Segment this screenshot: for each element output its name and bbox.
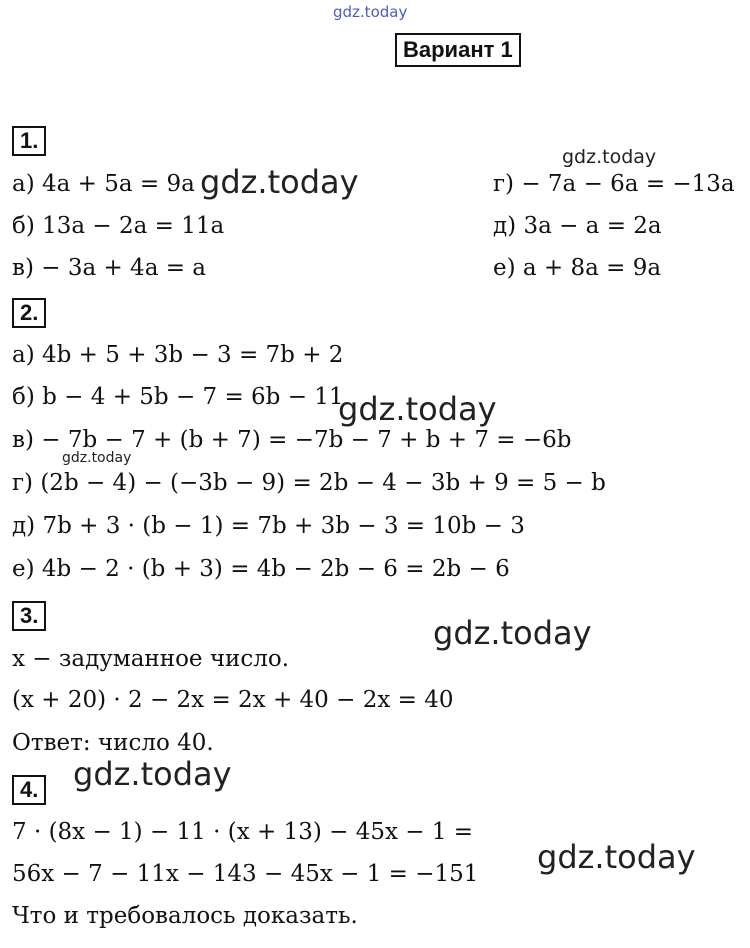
watermark-7: gdz.today	[537, 838, 696, 876]
watermark-6: gdz.today	[73, 755, 232, 793]
task-3-number: 3.	[12, 601, 46, 631]
watermark-1: gdz.today	[200, 163, 359, 201]
watermark-top: gdz.today	[333, 3, 408, 21]
task-2-b: б) b − 4 + 5b − 7 = 6b − 11	[12, 384, 344, 410]
task-1-b: б) 13a − 2a = 11a	[12, 213, 225, 239]
task-3-line-3: Ответ: число 40.	[12, 730, 214, 756]
task-2-d: д) 7b + 3 · (b − 1) = 7b + 3b − 3 = 10b − 3	[12, 513, 525, 539]
task-3-line-2: (x + 20) · 2 − 2x = 2x + 40 − 2x = 40	[12, 687, 454, 713]
task-2-number: 2.	[12, 298, 46, 328]
task-1-d: д) 3a − a = 2a	[493, 213, 662, 239]
task-2-e: е) 4b − 2 · (b + 3) = 4b − 2b − 6 = 2b − 6	[12, 556, 510, 582]
task-1-g: г) − 7a − 6a = −13a	[493, 171, 735, 197]
watermark-2: gdz.today	[562, 146, 657, 168]
task-1-v: в) − 3a + 4a = a	[12, 255, 207, 281]
variant-title: Вариант 1	[395, 33, 521, 67]
task-2-v: в) − 7b − 7 + (b + 7) = −7b − 7 + b + 7 = −6b	[12, 427, 572, 453]
task-4-line-2: 56x − 7 − 11x − 143 − 45x − 1 = −151	[12, 861, 479, 887]
task-4-line-3: Что и требовалось доказать.	[12, 903, 358, 929]
task-2-a: а) 4b + 5 + 3b − 3 = 7b + 2	[12, 342, 344, 368]
task-4-number: 4.	[12, 775, 46, 805]
watermark-3: gdz.today	[338, 390, 497, 428]
watermark-4: gdz.today	[62, 450, 132, 466]
task-1-number: 1.	[12, 126, 46, 156]
watermark-5: gdz.today	[433, 614, 592, 652]
task-4-line-1: 7 · (8x − 1) − 11 · (x + 13) − 45x − 1 =	[12, 819, 474, 845]
task-2-g: г) (2b − 4) − (−3b − 9) = 2b − 4 − 3b + 9 = 5 − b	[12, 470, 606, 496]
task-1-e: е) a + 8a = 9a	[493, 255, 662, 281]
task-1-a: а) 4a + 5a = 9a	[12, 171, 195, 197]
task-3-line-1: x − задуманное число.	[12, 646, 290, 672]
